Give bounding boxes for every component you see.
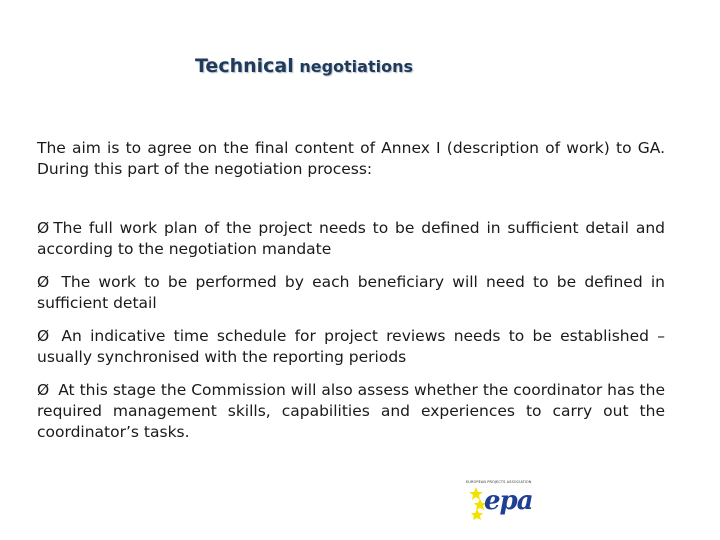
title-word-negotiations: negotiations	[299, 57, 413, 76]
bullet-item	[37, 272, 665, 314]
bullet-text: The work to be performed by each beneficiary will need to be defined in sufficient detail	[37, 273, 665, 312]
arrow-bullet-icon: Ø	[37, 219, 50, 237]
bullet-text: An indicative time schedule for project reviews needs to be established – usually synchronised with the reporting periods	[37, 327, 665, 366]
intro-paragraph: The aim is to agree on the final content of Annex I (description of work) to GA. During this part of the negotiation process:	[37, 139, 665, 178]
bullet-text: The full work plan of the project needs to be defined in sufficient detail and according to the negotiation mandate	[37, 219, 665, 258]
epa-logo	[466, 480, 533, 524]
bullet-item	[37, 380, 665, 443]
arrow-bullet-icon: Ø	[37, 273, 50, 291]
logo-caption: EUROPEAN PROJECTS ASSOCIATION	[466, 480, 532, 484]
title-word-technical: Technical	[195, 55, 294, 77]
slide-title	[195, 55, 413, 77]
logo-text: epa	[484, 486, 533, 516]
arrow-bullet-icon: Ø	[37, 381, 50, 399]
bullet-list	[37, 218, 665, 455]
bullet-item	[37, 326, 665, 368]
bullet-item	[37, 218, 665, 260]
bullet-text: At this stage the Commission will also assess whether the coordinator has the required management skills, capabilities and experiences to carry out the coordinator’s tasks.	[37, 381, 665, 441]
arrow-bullet-icon: Ø	[37, 327, 50, 345]
